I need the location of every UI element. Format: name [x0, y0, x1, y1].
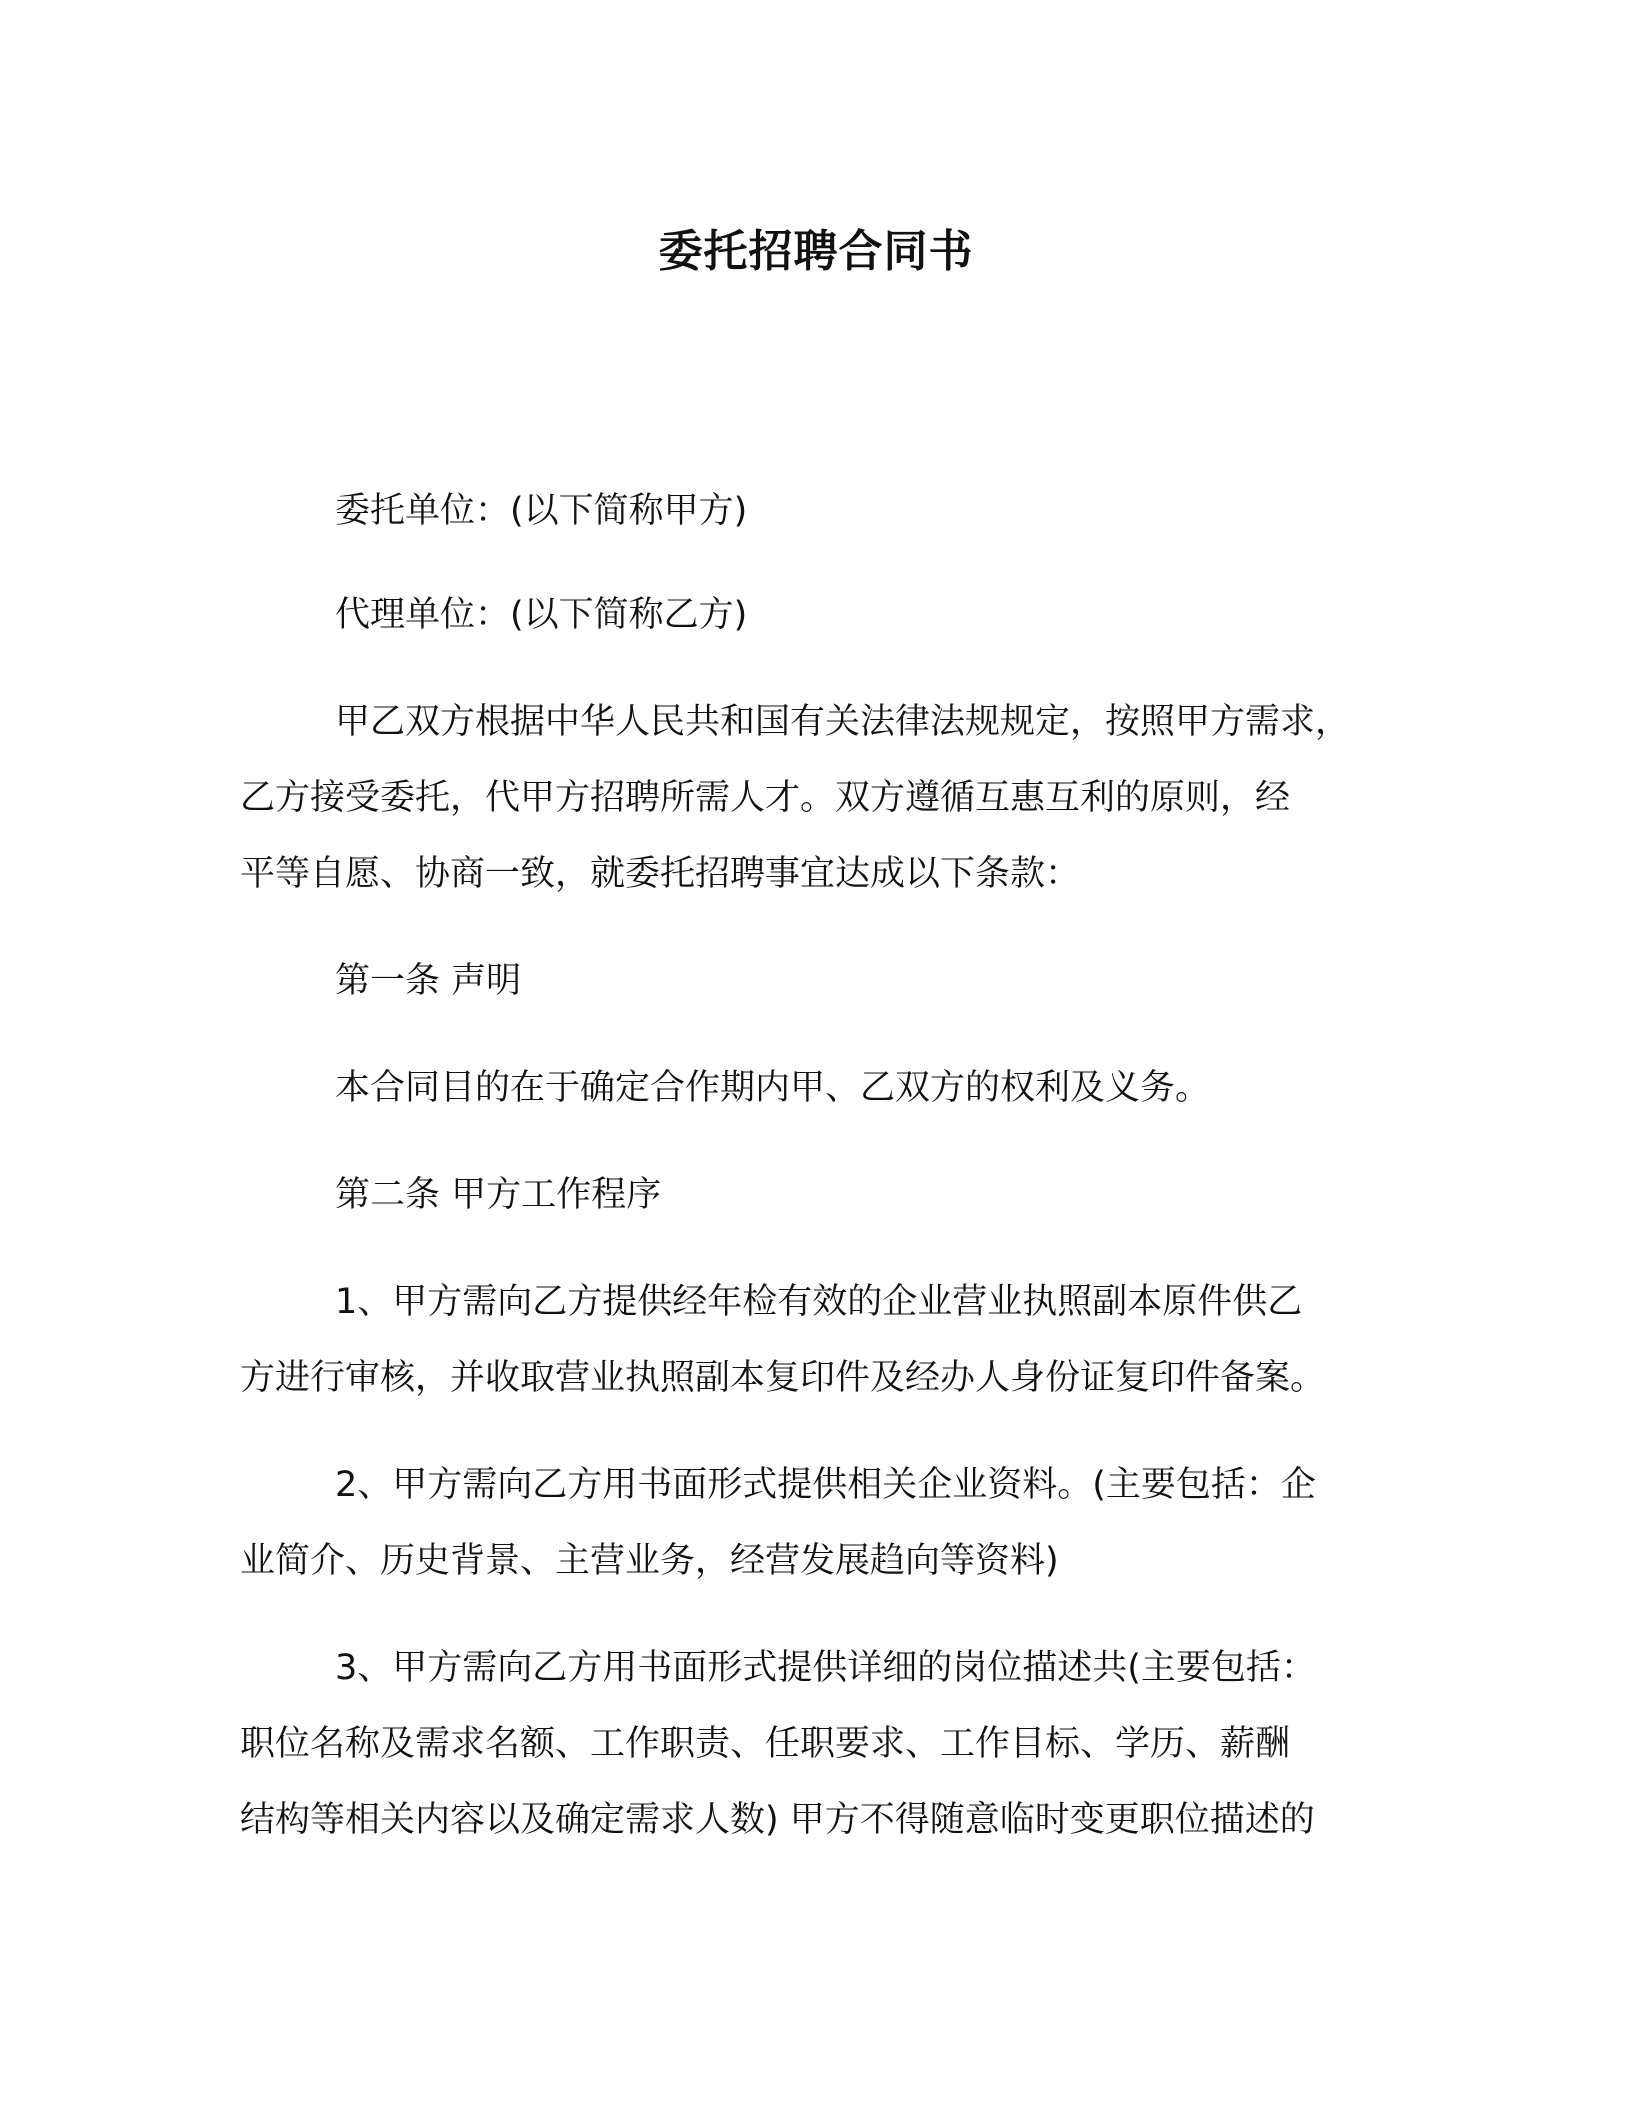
document-title: 委托招聘合同书	[658, 226, 974, 277]
agent-unit-line: 代理单位：(以下简称乙方)	[335, 595, 748, 635]
article-1-heading: 第一条 声明	[335, 961, 522, 1001]
client-unit-line: 委托单位：(以下简称甲方)	[335, 491, 748, 531]
clause-3-line-3: 结构等相关内容以及确定需求人数) 甲方不得随意临时变更职位描述的	[240, 1800, 1315, 1840]
clause-3-line-1: 3、甲方需向乙方用书面形式提供详细的岗位描述共(主要包括：	[335, 1648, 1316, 1688]
document-body	[240, 486, 1410, 1845]
article-1-text: 本合同目的在于确定合作期内甲、乙双方的权利及义务。	[335, 1068, 1211, 1108]
clause-3-line-2: 职位名称及需求名额、工作职责、任职要求、工作目标、学历、薪酬	[240, 1724, 1291, 1764]
clause-2-line-1: 2、甲方需向乙方用书面形式提供相关企业资料。(主要包括：企	[335, 1465, 1316, 1505]
article-2-heading: 第二条 甲方工作程序	[335, 1175, 662, 1215]
clause-1-line-1: 1、甲方需向乙方提供经年检有效的企业营业执照副本原件供乙	[335, 1282, 1303, 1322]
preamble-line-1: 甲乙双方根据中华人民共和国有关法律法规规定，按照甲方需求，	[335, 702, 1351, 742]
clause-1-line-2: 方进行审核，并收取营业执照副本复印件及经办人身份证复印件备案。	[240, 1358, 1326, 1398]
preamble-line-2: 乙方接受委托，代甲方招聘所需人才。双方遵循互惠互利的原则，经	[240, 778, 1291, 818]
clause-2-line-2: 业简介、历史背景、主营业务，经营发展趋向等资料)	[240, 1541, 1059, 1581]
preamble-line-3: 平等自愿、协商一致，就委托招聘事宜达成以下条款：	[240, 854, 1081, 894]
